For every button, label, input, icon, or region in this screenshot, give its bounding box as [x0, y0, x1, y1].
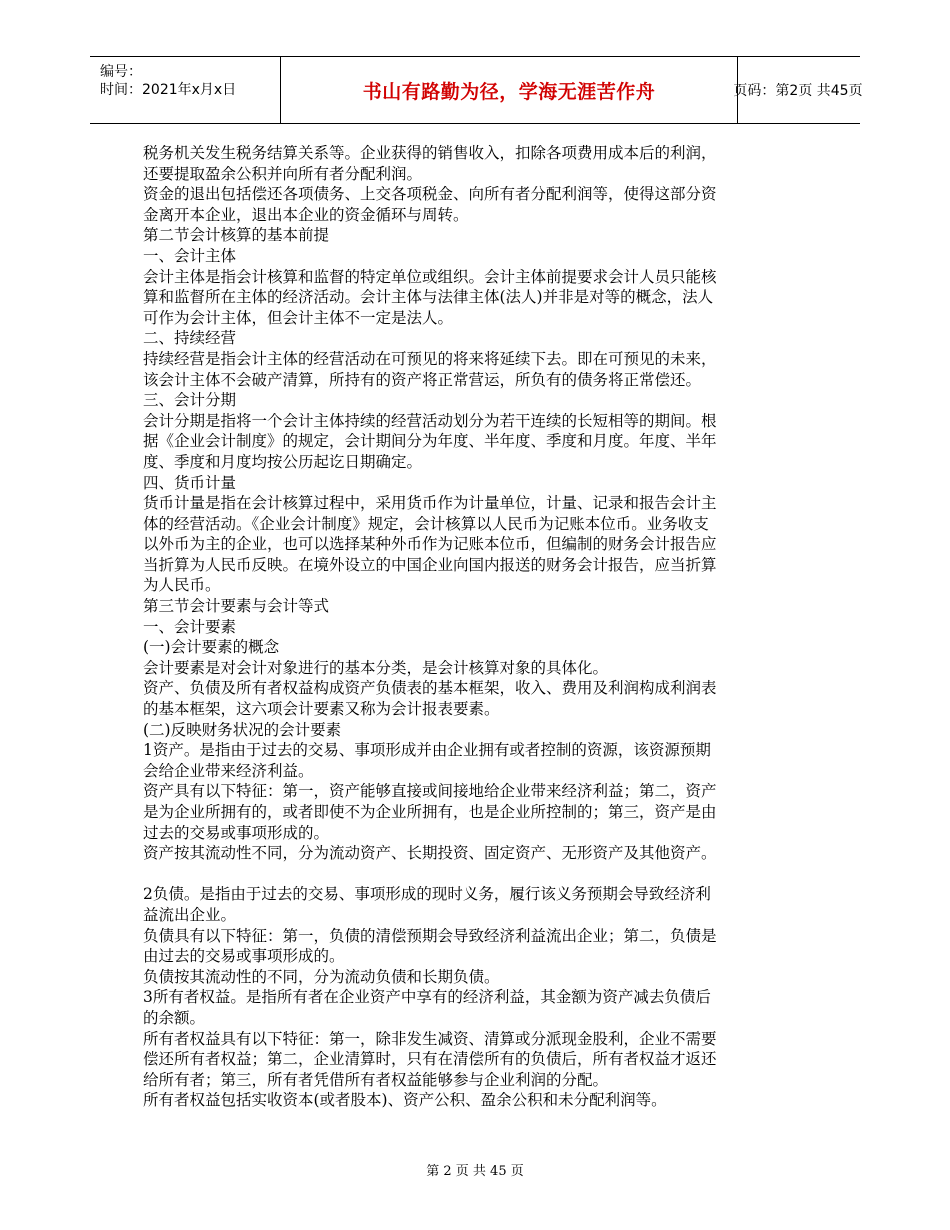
- text-line: 益流出企业。: [143, 905, 237, 924]
- text-line: 负债具有以下特征：第一，负债的清偿预期会导致经济利益流出企业；第二，负债是: [143, 926, 717, 945]
- text-line: 负债按其流动性的不同，分为流动负债和长期负债。: [143, 967, 500, 986]
- text-line: 给所有者；第三，所有者凭借所有者权益能够参与企业利润的分配。: [143, 1070, 609, 1089]
- text-line: 可作为会计主体，但会计主体不一定是法人。: [143, 308, 454, 327]
- document-number-label: 编号：: [100, 64, 142, 80]
- header-page-cell: [733, 57, 863, 123]
- text-line: [143, 864, 805, 885]
- text-line: 所有者权益包括实收资本(或者股本)、资产公积、盈余公积和未分配利润等。: [143, 1091, 667, 1110]
- document-time-label: 时间：2021年x月x日: [100, 82, 237, 98]
- text-line: (二)反映财务状况的会计要素: [143, 720, 342, 739]
- text-line: 是为企业所拥有的，或者即使不为企业所拥有，也是企业所控制的；第三，资产是由: [143, 803, 717, 821]
- text-line: 第三节会计要素与会计等式: [143, 597, 330, 616]
- page-footer: 第 2 页 共 45 页: [426, 1164, 524, 1179]
- text-line: 以外币为主的企业，也可以选择某种外币作为记账本位币，但编制的财务会计报告应: [143, 535, 717, 554]
- text-line: 资金的退出包括偿还各项债务、上交各项税金、向所有者分配利润等，使得这部分资: [143, 185, 717, 204]
- text-line: 第二节会计核算的基本前提: [143, 226, 330, 245]
- text-line: 1资产。是指由于过去的交易、事项形成并由企业拥有或者控制的资源，该资源预期: [143, 741, 711, 760]
- text-line: 该会计主体不会破产清算，所持有的资产将正常营运，所负有的债务将正常偿还。: [143, 370, 702, 389]
- text-line: 的余额。: [143, 1008, 206, 1027]
- text-line: 四、货币计量: [143, 473, 237, 492]
- text-line: 当折算为人民币反映。在境外设立的中国企业向国内报送的财务会计报告，应当折算: [143, 555, 717, 574]
- text-line: 税务机关发生税务结算关系等。企业获得的销售收入，扣除各项费用成本后的利润，: [143, 144, 717, 162]
- text-line: 会计要素是对会计对象进行的基本分类，是会计核算对象的具体化。: [143, 658, 609, 677]
- text-line: 度、季度和月度均按公历起讫日期确定。: [143, 452, 423, 471]
- text-line: 资产具有以下特征：第一，资产能够直接或间接地给企业带来经济利益；第二，资产: [143, 782, 717, 801]
- text-line: 金离开本企业，退出本企业的资金循环与周转。: [143, 205, 469, 224]
- text-line: 二、持续经营: [143, 329, 237, 348]
- text-line: 还要提取盈余公积并向所有者分配利润。: [143, 164, 423, 183]
- text-line: 算和监督所在主体的经济活动。会计主体与法律主体(法人)并非是对等的概念，法人: [143, 288, 714, 307]
- text-line: 资产按其流动性不同，分为流动资产、长期投资、固定资产、无形资产及其他资产。: [143, 844, 717, 863]
- text-line: 据《企业会计制度》的规定，会计期间分为年度、半年度、季度和月度。年度、半年: [143, 432, 717, 451]
- text-line: 3所有者权益。是指所有者在企业资产中享有的经济利益，其金额为资产减去负债后: [143, 988, 711, 1007]
- text-line: 资产、负债及所有者权益构成资产负债表的基本框架，收入、费用及利润构成利润表: [143, 679, 717, 698]
- text-line: 的基本框架，这六项会计要素又称为会计报表要素。: [143, 700, 500, 719]
- text-line: 偿还所有者权益；第二，企业清算时，只有在清偿所有的负债后，所有者权益才返还: [143, 1050, 717, 1069]
- text-line: 三、会计分期: [143, 391, 237, 410]
- text-line: 会计分期是指将一个会计主体持续的经营活动划分为若干连续的长短相等的期间。根: [143, 411, 717, 430]
- text-line: 为人民币。: [143, 576, 221, 595]
- text-line: 所有者权益具有以下特征：第一，除非发生减资、清算或分派现金股利，企业不需要: [143, 1029, 717, 1048]
- header-motto: 书山有路勤为径，学海无涯苦作舟: [362, 80, 656, 103]
- text-line: 由过去的交易或事项形成的。: [143, 947, 345, 966]
- text-line: 一、会计主体: [143, 246, 237, 265]
- text-line: 过去的交易或事项形成的。: [143, 823, 330, 842]
- text-line: 会给企业带来经济利益。: [143, 761, 314, 780]
- text-line: 货币计量是指在会计核算过程中，采用货币作为计量单位，计量、记录和报告会计主: [143, 494, 717, 513]
- header-meta: [90, 57, 280, 123]
- text-line: 体的经营活动。《企业会计制度》规定，会计核算以人民币为记账本位币。业务收支: [143, 514, 709, 533]
- header-page-info: 页码：第2页 共45页: [733, 83, 863, 99]
- page-header: [90, 56, 863, 124]
- text-line: (一)会计要素的概念: [143, 638, 280, 657]
- text-line: 会计主体是指会计核算和监督的特定单位或组织。会计主体前提要求会计人员只能核: [143, 267, 717, 286]
- text-line: 持续经营是指会计主体的经营活动在可预见的将来将延续下去。即在可预见的未来，: [143, 349, 717, 368]
- text-line: 一、会计要素: [143, 617, 237, 636]
- text-line: 2负债。是指由于过去的交易、事项形成的现时义务，履行该义务预期会导致经济利: [143, 885, 711, 904]
- header-motto-cell: [280, 57, 738, 123]
- document-body: [143, 143, 805, 1111]
